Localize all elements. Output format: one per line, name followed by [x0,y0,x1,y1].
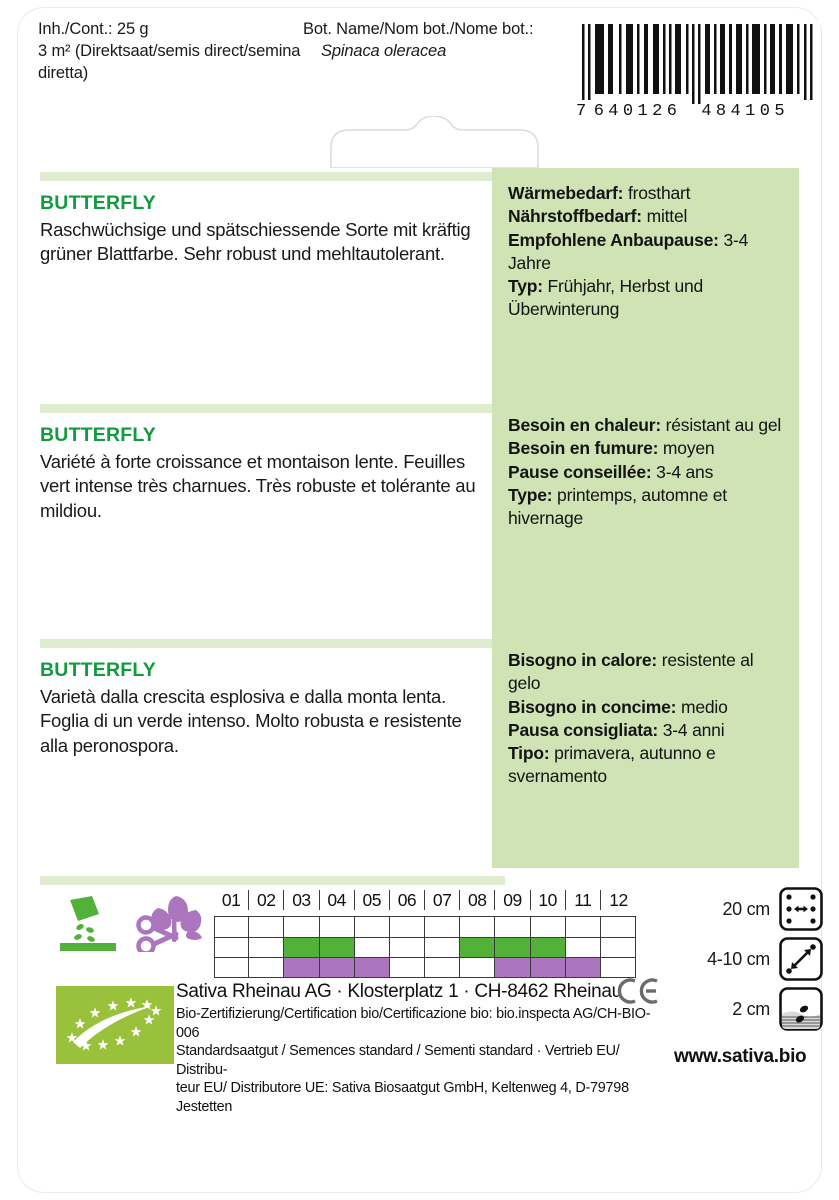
calendar-cell [355,958,390,977]
fact-label: Tipo: [508,743,550,764]
calendar-cell [495,958,530,977]
fact-row [508,649,787,696]
calendar-cell [601,958,636,977]
calendar-cell [214,938,249,957]
fact-row [508,414,787,437]
calendar-cell [601,917,636,937]
fact-value: medio [680,696,728,717]
footer-info [176,980,656,1117]
calendar-cell [531,958,566,977]
facts-panel-de [492,168,799,400]
sowing-harvest-calendar [214,890,636,978]
barcode-right-group: 484105 [701,102,789,121]
header-strip [18,8,821,158]
barcode-digits [574,102,820,121]
fact-label: Empfohlene Anbaupause: [508,229,719,250]
description-block-fr [40,424,492,523]
plant-spacing-icon [779,937,823,981]
fact-value: moyen [662,438,715,459]
variety-name: BUTTERFLY [40,424,156,446]
calendar-cell [320,938,355,957]
fact-value: 3-4 ans [656,461,714,482]
calendar-cell [214,958,249,977]
fact-value: 3-4 Jahre [508,229,749,273]
calendar-cell [249,958,284,977]
calendar-cell [425,958,460,977]
calendar-cell [460,958,495,977]
fact-value: printemps, automne et hivernage [508,484,727,529]
fact-value: frosthart [627,183,691,203]
barcode-bars [574,20,820,104]
spacing-label: 4-10 cm [707,948,770,969]
fact-label: Besoin en chaleur: [508,415,661,435]
section-fr [18,400,821,635]
fact-row [508,719,787,742]
fact-row [508,182,787,205]
barcode [574,20,820,128]
month-header: 09 [495,890,530,910]
calendar-cell [284,958,319,977]
variety-description: Variété à forte croissance et montaison lente. Feuilles vert intense très charnues. Très robuste et tolérante au mildiou. [40,451,476,521]
calendar-cell [390,958,425,977]
fact-row [508,696,787,719]
calendar-cell [284,938,319,957]
distribution-line-1: Standardsaatgut / Semences standard / Sementi standard · Vertrieb EU/ Distribu- [176,1043,620,1078]
bottom-panel [18,868,821,1192]
variety-description: Varietà dalla crescita esplosiva e dalla monta lenta. Foglia di un verde intenso. Molto robusta e resistente alla peronospora. [40,686,462,756]
fact-row [508,437,787,460]
content-info [38,18,328,84]
month-header: 04 [320,890,355,910]
bottom-divider [40,876,505,885]
fact-row [508,275,787,322]
variety-description: Raschwüchsige und spätschiessende Sorte mit kräftig grüner Blattfarbe. Sehr robust und mehltautolerant. [40,219,471,265]
fact-row [508,742,787,789]
fact-label: Pause conseillée: [508,461,652,482]
section-divider-fr [40,404,505,413]
euro-hang-hole [313,116,556,168]
calendar-cell [495,917,530,937]
spacing-row-plant-distance [678,936,823,982]
fact-label: Pausa consigliata: [508,719,659,740]
fact-value: resistente al gelo [508,650,754,694]
sowing-icon [58,894,120,952]
fact-label: Besoin en fumure: [508,438,659,459]
fact-row [508,229,787,276]
variety-name: BUTTERFLY [40,659,156,681]
month-header: 02 [249,890,284,910]
calendar-month-headers [214,890,636,916]
botanical-name-block [303,18,573,62]
calendar-cell [390,917,425,937]
month-header: 11 [566,890,601,910]
calendar-cell [214,917,249,937]
spacing-row-sowing-depth [678,986,823,1032]
calendar-row-harvest [214,957,636,977]
fact-value: 3-4 anni [662,719,725,740]
calendar-cell [249,938,284,957]
row-spacing-icon [779,887,823,931]
spacing-label: 20 cm [722,898,770,919]
fact-row [508,205,787,228]
company-address: Sativa Rheinau AG · Klosterplatz 1 · CH-8462 Rheinau [176,981,622,1002]
calendar-cell [355,938,390,957]
calendar-legend [58,894,206,952]
section-it [18,635,821,868]
fact-label: Type: [508,484,553,505]
content-area: 3 m² (Direktsaat/semis direct/semina diretta) [38,42,301,83]
spacing-row-row-distance [678,886,823,932]
calendar-cell [566,917,601,937]
month-header: 03 [284,890,319,910]
fact-value: mittel [646,206,688,227]
calendar-cell [531,938,566,957]
calendar-cell [495,938,530,957]
fact-value: Frühjahr, Herbst und Überwinterung [508,276,704,320]
language-sections [18,168,821,868]
harvest-icon [132,894,206,952]
eu-organic-logo [56,986,174,1064]
fact-row [508,484,787,531]
calendar-cell [460,917,495,937]
fact-label: Wärmebedarf: [508,183,624,203]
fact-label: Typ: [508,276,543,297]
month-header: 07 [425,890,460,910]
sowing-depth-icon [779,987,823,1031]
section-divider-it [40,639,505,648]
fact-label: Bisogno in calore: [508,650,658,670]
calendar-cell [566,958,601,977]
website-url[interactable]: www.sativa.bio [674,1046,807,1067]
calendar-row-sowing [214,937,636,957]
facts-panel-fr [492,400,799,635]
distribution-line-2: teur EU/ Distributore UE: Sativa Biosaatgut GmbH, Keltenweg 4, D-79798 Jestetten [176,1080,629,1116]
month-header: 05 [355,890,390,910]
fact-value: résistant au gel [665,415,782,435]
description-block-it [40,659,492,758]
calendar-cell [425,917,460,937]
ce-mark-icon [616,978,660,1004]
barcode-lead-digit: 7 [576,102,587,121]
month-header: 08 [460,890,495,910]
calendar-cell [601,938,636,957]
fact-value: primavera, autunno e svernamento [508,743,716,787]
calendar-cell [566,938,601,957]
barcode-left-group: 640126 [593,102,682,121]
variety-name: BUTTERFLY [40,192,156,214]
month-header: 01 [214,890,249,910]
calendar-cell [355,917,390,937]
calendar-cell [531,917,566,937]
botanical-name-label: Bot. Name/Nom bot./Nome bot.: [303,20,534,38]
calendar-cell [320,958,355,977]
calendar-cell [390,938,425,957]
section-de [18,168,821,400]
calendar-cell [425,938,460,957]
calendar-cell [460,938,495,957]
month-header: 10 [531,890,566,910]
calendar-cell [284,917,319,937]
content-weight: Inh./Cont.: 25 g [38,20,149,38]
botanical-name-value: Spinaca oleracea [321,42,447,61]
certification-line: Bio-Zertifizierung/Certification bio/Certificazione bio: bio.inspecta AG/CH-BIO-006 [176,1006,651,1041]
calendar-cell [320,917,355,937]
calendar-cell [249,917,284,937]
eu-leaf-icon [56,986,174,1064]
spacing-info [678,886,823,1036]
facts-panel-it [492,635,799,868]
spacing-label: 2 cm [732,998,770,1019]
fact-label: Nährstoffbedarf: [508,206,642,227]
month-header: 12 [609,890,628,910]
calendar-grid [214,916,636,978]
fact-label: Bisogno in concime: [508,696,677,717]
fact-row [508,461,787,484]
month-header: 06 [390,890,425,910]
description-block-de [40,192,492,267]
section-divider-de [40,172,505,181]
calendar-row-spacer [214,917,636,937]
